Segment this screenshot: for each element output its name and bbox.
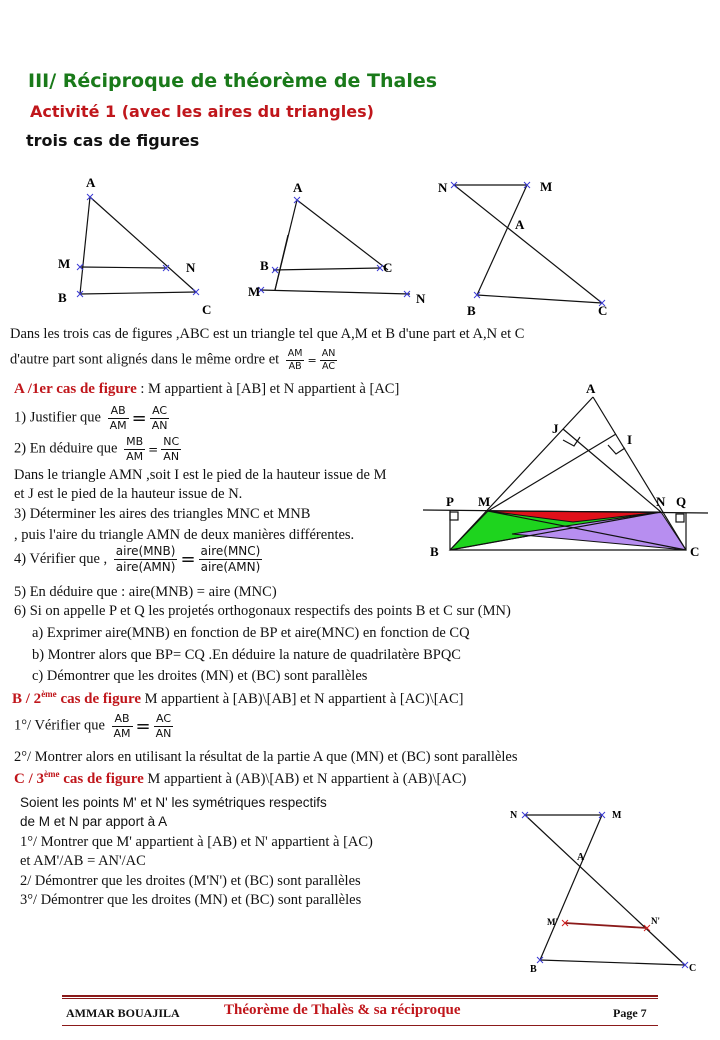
label-C: C [689,963,697,974]
footer-rule-bottom [62,1025,658,1026]
label-N: N [186,260,196,275]
part-a-q6: 6) Si on appelle P et Q les projetés orthogonaux respectifs des points B et C sur (MN) [14,603,511,619]
label-M: M [248,284,261,299]
intro-line-2: d'autre part sont alignés dans le même ordre et $\frac{AM}{AB}$ = $\frac{AN}{AC}$ [10,348,336,372]
label-C: C [383,260,393,275]
part-a-q3: 3) Déterminer les aires des triangles MNC et MNB [14,506,311,522]
footer-rule-top-thin [62,998,658,999]
part-a-title: A /1er cas de figure : M appartient à [AB] et N appartient à [AC] [14,381,400,397]
part-a-q3b: , puis l'aire du triangle AMN de deux manières différentes. [14,527,355,543]
intro-line-1: Dans les trois cas de figures ,ABC est un triangle tel que A,M et B d'une part et A,N et C [10,326,525,342]
part-a-line-a: Dans le triangle AMN ,soit I est le pied de la hauteur issue de M [14,467,387,483]
part-a-q4: 4) Vérifier que , $\frac{\text{aire(MNB)}}{\text{aire(AMN)}}$ = $\frac{\text{aire(MNC)}}{\text{aire(AMN)}}$ [14,544,261,574]
label-N-prime: N' [651,916,660,926]
part-a-q2: 2) En déduire que $\frac{MB}{AM}$ = $\frac{NC}{AN}$ [14,435,180,463]
activity-title: Activité 1 (avec les aires du triangles) [30,102,374,121]
label-N: N [438,180,448,195]
part-b-q1: 1°/ Vérifier que $\frac{AB}{AM}$ = $\frac{AC}{AN}$ [14,712,172,740]
label-B: B [430,544,439,559]
label-B: B [530,964,537,975]
part-a-q6c: c) Démontrer que les droites (MN) et (BC) sont parallèles [32,668,368,684]
label-A: A [86,175,96,190]
label-B: B [58,290,67,305]
label-Q: Q [676,494,687,509]
part-c-title: C / 3ème cas de figure M appartient à (AB)\[AB) et N appartient à (AB)\[AC) [14,769,467,787]
part-a-q1: 1) Justifier que $\frac{AB}{AM}$ = $\frac{AC}{AN}$ [14,404,168,432]
part-c-line-5: 2/ Démontrer que les droites (M'N') et (BC) sont parallèles [20,873,361,889]
label-B: B [467,303,476,318]
figure-case-c [505,800,705,980]
label-A: A [293,180,303,195]
part-c-line-4: et AM'/AB = AN'/AC [20,853,146,869]
label-B: B [260,258,269,273]
section-title: III/ Réciproque de théorème de Thales [28,70,438,92]
label-C: C [598,303,608,318]
label-N: N [416,291,426,306]
label-A: A [577,852,585,863]
figure-case-3 [432,175,632,325]
label-M: M [58,256,71,271]
part-c-line-1: Soient les points M' et N' les symétriques respectifs [20,795,327,810]
figure-case-a [418,382,718,562]
footer-author: AMMAR BOUAJILA [66,1006,180,1020]
part-c-line-2: de M et N par apport à A [20,814,168,829]
label-A: A [586,382,596,396]
label-C: C [202,302,212,317]
label-J: J [552,421,559,436]
cases-title: trois cas de figures [26,131,200,150]
label-N: N [510,810,518,821]
part-a-line-b: et J est le pied de la hauteur issue de N. [14,486,243,502]
figure-case-1 [50,172,230,322]
label-M: M [612,810,622,821]
label-M: M [540,179,553,194]
label-I: I [627,432,633,447]
part-b-title: B / 2ème cas de figure M appartient à [AB)\[AB] et N appartient à [AC)\[AC] [12,689,464,707]
label-N: N [656,494,666,509]
label-A: A [515,217,525,232]
figure-case-2 [240,175,440,315]
label-C: C [690,544,700,559]
part-c-line-6: 3°/ Démontrer que les droites (MN) et (BC) sont parallèles [20,892,362,908]
footer-page: Page 7 [613,1006,647,1020]
part-c-line-3: 1°/ Montrer que M' appartient à [AB) et N' appartient à [AC) [20,834,373,850]
label-M-prime: M' [547,917,558,927]
part-a-q6a: a) Exprimer aire(MNB) en fonction de BP et aire(MNC) en fonction de CQ [32,625,470,641]
footer-title: Théorème de Thalès & sa réciproque [224,1002,461,1018]
part-b-q2: 2°/ Montrer alors en utilisant la résultat de la partie A que (MN) et (BC) sont parallèles [14,749,518,765]
label-M: M [478,494,491,509]
footer-rule-top [62,995,658,997]
part-a-q6b: b) Montrer alors que BP= CQ .En déduire la nature de quadrilatère BPQC [32,647,461,663]
label-P: P [446,494,454,509]
part-a-q5: 5) En déduire que : aire(MNB) = aire (MNC) [14,584,277,600]
